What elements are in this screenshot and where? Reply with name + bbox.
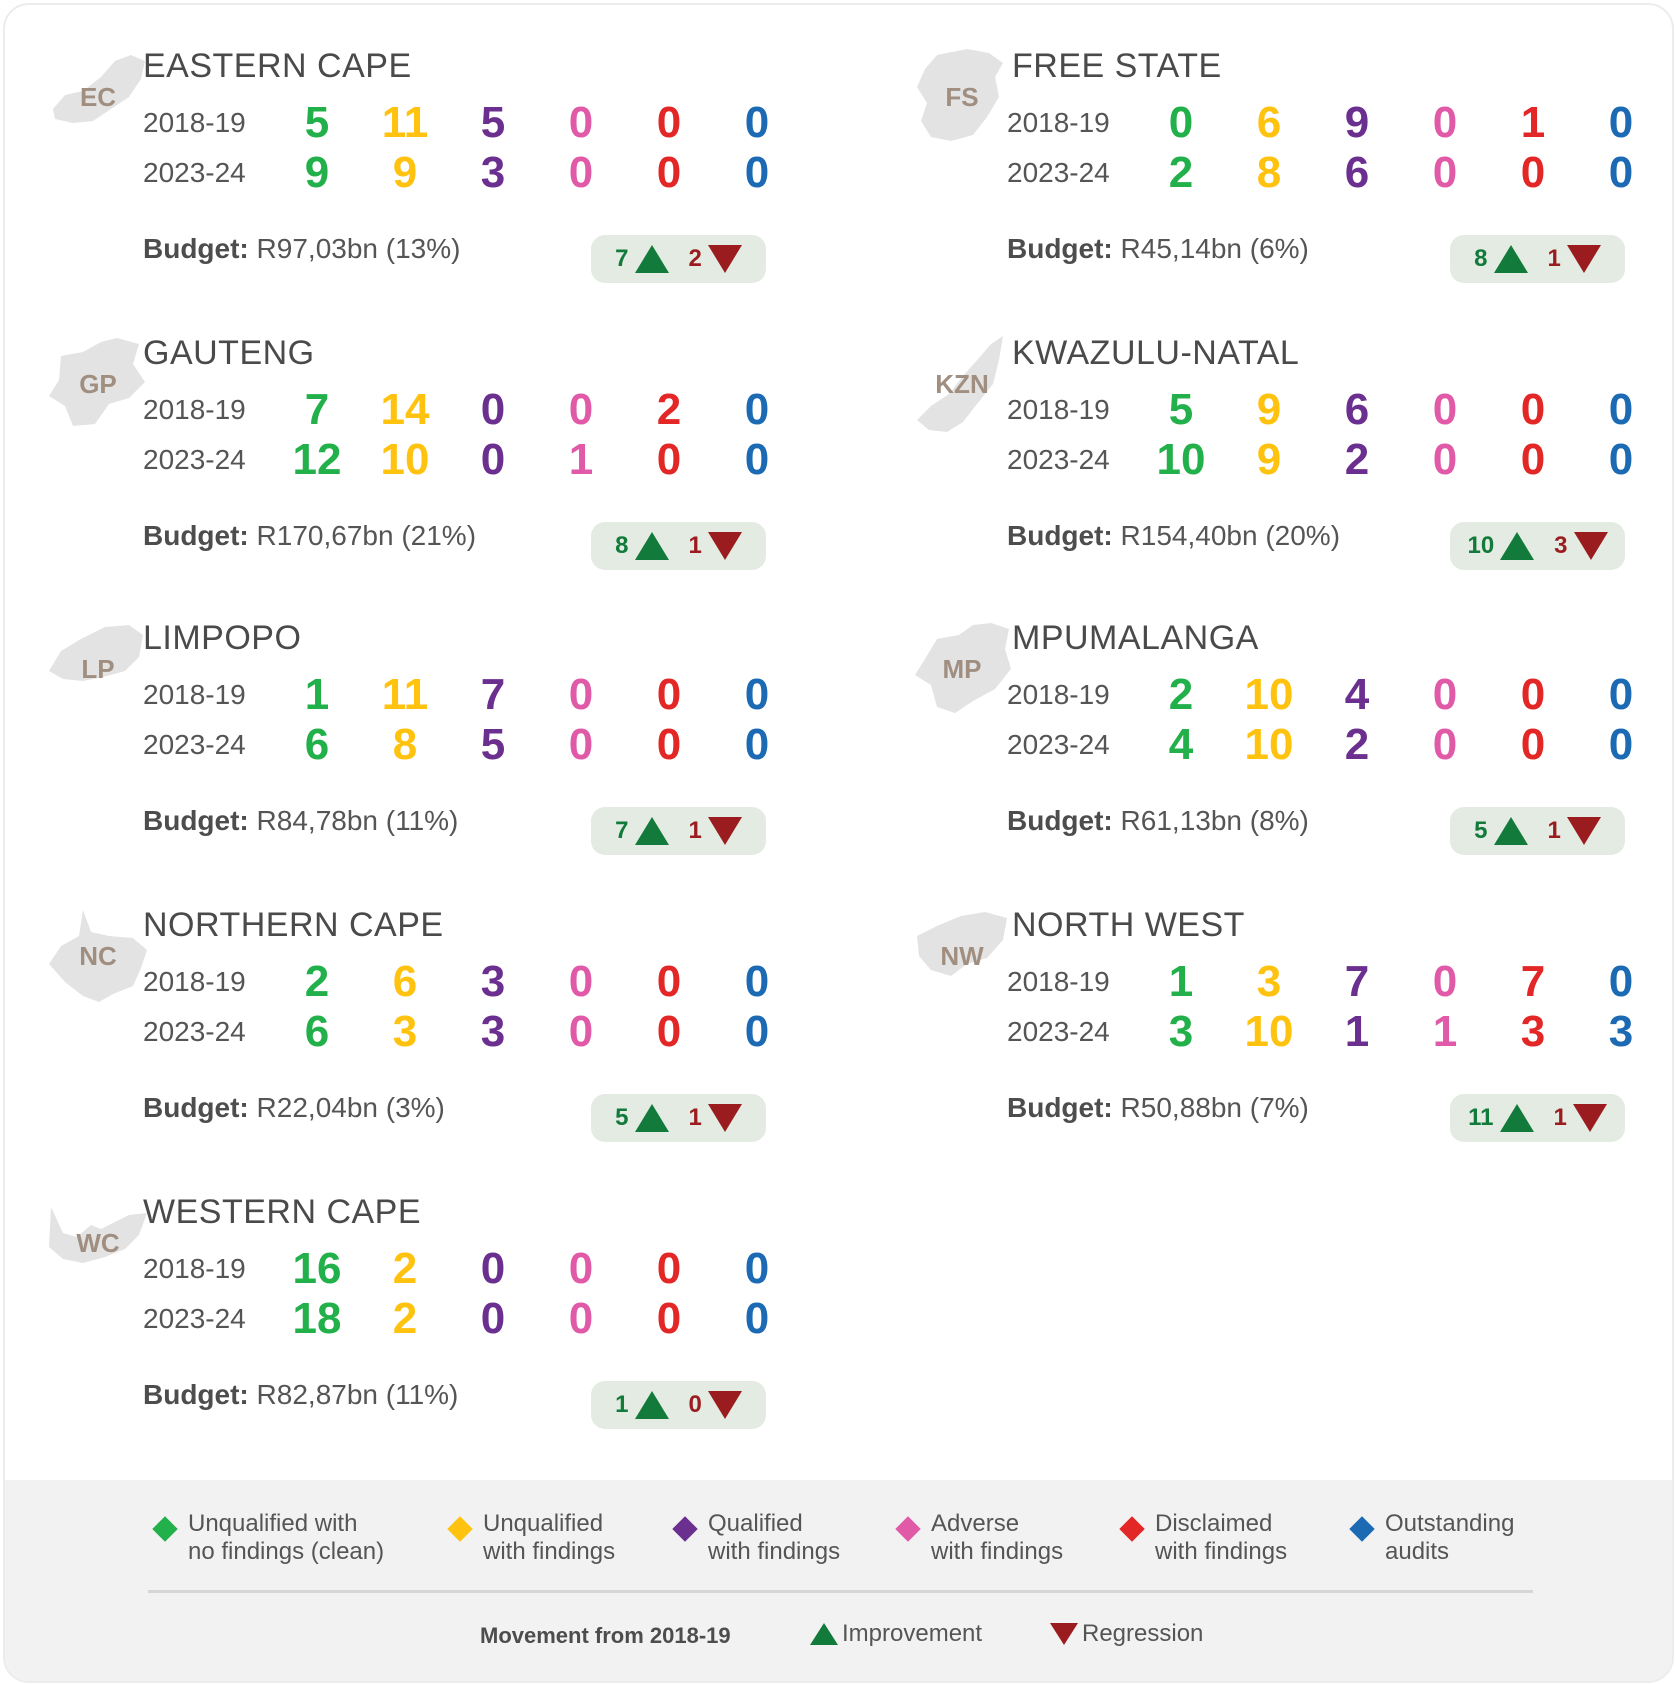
year-label: 2018-19 bbox=[143, 107, 246, 138]
legend-item bbox=[670, 1510, 840, 1566]
triangle-down-icon bbox=[1567, 245, 1601, 273]
audit-count: 2 bbox=[1168, 670, 1194, 719]
audit-count: 3 bbox=[480, 957, 506, 1006]
audit-count: 0 bbox=[656, 148, 682, 197]
audit-count: 3 bbox=[1168, 1007, 1194, 1056]
audit-count: 0 bbox=[1520, 148, 1546, 197]
audit-count: 18 bbox=[292, 1294, 342, 1343]
triangle-up-icon bbox=[1494, 245, 1528, 273]
province-card bbox=[907, 334, 1674, 594]
province-name: EASTERN CAPE bbox=[143, 47, 412, 85]
triangle-down-icon bbox=[708, 817, 742, 845]
movement-pill bbox=[1450, 1094, 1625, 1142]
province-code: FS bbox=[945, 81, 979, 112]
budget-line bbox=[1007, 233, 1309, 265]
province-code: GP bbox=[79, 368, 117, 399]
audit-count: 6 bbox=[304, 1007, 330, 1056]
audit-count: 11 bbox=[381, 670, 429, 719]
audit-count: 6 bbox=[1256, 98, 1282, 147]
audit-count: 0 bbox=[480, 435, 506, 484]
regression-count: 1 bbox=[688, 1104, 702, 1131]
audit-count: 8 bbox=[392, 720, 418, 769]
audit-count: 3 bbox=[392, 1007, 418, 1056]
audit-count: 0 bbox=[1608, 148, 1634, 197]
audit-count: 5 bbox=[480, 98, 506, 147]
province-name: NORTH WEST bbox=[1012, 906, 1245, 944]
audit-count: 0 bbox=[1432, 720, 1458, 769]
movement-pill bbox=[591, 1381, 766, 1429]
audit-count: 0 bbox=[568, 385, 594, 434]
year-row bbox=[1007, 434, 1665, 486]
audit-count: 16 bbox=[292, 1244, 342, 1293]
year-row bbox=[1007, 384, 1665, 436]
legend-text bbox=[1155, 1510, 1287, 1566]
budget-label: Budget: bbox=[1007, 1092, 1113, 1123]
legend-line-2: no findings (clean) bbox=[188, 1538, 385, 1565]
budget-value: R22,04bn (3%) bbox=[256, 1092, 445, 1123]
audit-count: 1 bbox=[568, 435, 594, 484]
budget-value: R50,88bn (7%) bbox=[1120, 1092, 1309, 1123]
budget-label: Budget: bbox=[143, 1092, 249, 1123]
improvement-count: 8 bbox=[1474, 245, 1488, 272]
year-row bbox=[143, 1293, 801, 1345]
triangle-up-icon bbox=[810, 1623, 838, 1645]
audit-count: 0 bbox=[744, 435, 770, 484]
triangle-down-icon bbox=[1050, 1623, 1078, 1645]
legend-line-2: with findings bbox=[931, 1538, 1064, 1565]
audit-count: 0 bbox=[656, 720, 682, 769]
audit-count: 0 bbox=[1520, 670, 1546, 719]
legend-text bbox=[931, 1510, 1063, 1566]
year-row bbox=[1007, 147, 1665, 199]
audit-count: 0 bbox=[744, 98, 770, 147]
legend-line-2: with findings bbox=[483, 1538, 616, 1565]
audit-count: 8 bbox=[1256, 148, 1282, 197]
audit-count: 0 bbox=[568, 98, 594, 147]
province-map-icon bbox=[43, 1193, 153, 1293]
year-label: 2018-19 bbox=[1007, 394, 1110, 425]
year-label: 2018-19 bbox=[1007, 679, 1110, 710]
year-row bbox=[1007, 669, 1665, 721]
triangle-up-icon bbox=[635, 532, 669, 560]
year-label: 2023-24 bbox=[1007, 1016, 1110, 1047]
province-name: LIMPOPO bbox=[143, 619, 302, 657]
audit-count: 0 bbox=[1432, 957, 1458, 1006]
audit-count: 7 bbox=[480, 670, 506, 719]
movement-pill bbox=[1450, 235, 1625, 283]
legend-line-1: Unqualified with bbox=[188, 1510, 358, 1537]
legend-line-1: Outstanding bbox=[1385, 1510, 1515, 1537]
province-map-icon bbox=[907, 47, 1017, 147]
legend-divider bbox=[148, 1590, 1533, 1593]
year-label: 2023-24 bbox=[143, 444, 246, 475]
audit-count: 0 bbox=[1168, 98, 1194, 147]
audit-count: 1 bbox=[1168, 957, 1194, 1006]
year-label: 2023-24 bbox=[143, 1303, 246, 1334]
year-row bbox=[143, 956, 801, 1008]
budget-value: R170,67bn (21%) bbox=[256, 520, 477, 551]
audit-count: 0 bbox=[1432, 670, 1458, 719]
improvement-count: 11 bbox=[1468, 1104, 1494, 1131]
regression-count: 0 bbox=[688, 1391, 702, 1418]
budget-line bbox=[143, 805, 458, 837]
triangle-up-icon bbox=[635, 817, 669, 845]
triangle-down-icon bbox=[1574, 532, 1608, 560]
audit-count: 6 bbox=[1344, 148, 1370, 197]
province-code: NW bbox=[940, 940, 984, 971]
province-code: LP bbox=[81, 653, 115, 684]
audit-count: 0 bbox=[568, 1244, 594, 1293]
audit-count: 3 bbox=[1608, 1007, 1634, 1056]
audit-count: 0 bbox=[744, 148, 770, 197]
audit-count: 2 bbox=[392, 1244, 418, 1293]
province-name: NORTHERN CAPE bbox=[143, 906, 444, 944]
budget-value: R84,78bn (11%) bbox=[256, 805, 459, 836]
budget-line bbox=[143, 520, 476, 552]
budget-value: R97,03bn (13%) bbox=[256, 233, 461, 264]
audit-count: 0 bbox=[1432, 148, 1458, 197]
audit-count: 10 bbox=[1156, 435, 1206, 484]
regression-count: 1 bbox=[688, 817, 702, 844]
audit-count: 0 bbox=[1608, 435, 1634, 484]
improvement-count: 5 bbox=[615, 1104, 629, 1131]
audit-count: 5 bbox=[1168, 385, 1194, 434]
regression-count: 1 bbox=[1553, 1104, 1567, 1131]
improvement-count: 8 bbox=[615, 532, 629, 559]
audit-count: 2 bbox=[1344, 720, 1370, 769]
audit-count: 0 bbox=[568, 1007, 594, 1056]
audit-count: 9 bbox=[304, 148, 330, 197]
diamond-icon bbox=[1349, 1516, 1374, 1541]
year-label: 2018-19 bbox=[1007, 966, 1110, 997]
regression-count: 1 bbox=[1547, 245, 1561, 272]
province-name: FREE STATE bbox=[1012, 47, 1222, 85]
province-map-icon bbox=[43, 47, 153, 147]
province-card bbox=[907, 47, 1674, 307]
audit-count: 0 bbox=[480, 1244, 506, 1293]
year-row bbox=[143, 1006, 801, 1058]
year-row bbox=[143, 434, 801, 486]
province-card bbox=[43, 1193, 823, 1453]
audit-count: 2 bbox=[304, 957, 330, 1006]
audit-count: 7 bbox=[1344, 957, 1370, 1006]
improvement-count: 10 bbox=[1467, 532, 1495, 559]
budget-line bbox=[1007, 805, 1309, 837]
movement-pill bbox=[1450, 522, 1625, 570]
audit-count: 0 bbox=[1608, 957, 1634, 1006]
year-label: 2023-24 bbox=[143, 157, 246, 188]
province-map-icon bbox=[43, 334, 153, 434]
audit-count: 6 bbox=[392, 957, 418, 1006]
budget-line bbox=[143, 1092, 445, 1124]
audit-count: 0 bbox=[1520, 435, 1546, 484]
movement-pill bbox=[1450, 807, 1625, 855]
audit-count: 0 bbox=[656, 1294, 682, 1343]
audit-count: 6 bbox=[1344, 385, 1370, 434]
year-row bbox=[143, 719, 801, 771]
province-code: WC bbox=[76, 1227, 120, 1258]
regression-count: 1 bbox=[1547, 817, 1561, 844]
audit-count: 12 bbox=[292, 435, 342, 484]
audit-count: 0 bbox=[744, 1244, 770, 1293]
audit-count: 7 bbox=[304, 385, 330, 434]
audit-count: 3 bbox=[1256, 957, 1282, 1006]
audit-count: 0 bbox=[1608, 98, 1634, 147]
audit-count: 3 bbox=[1520, 1007, 1546, 1056]
triangle-up-icon bbox=[1500, 1104, 1534, 1132]
budget-label: Budget: bbox=[143, 805, 249, 836]
audit-count: 2 bbox=[1168, 148, 1194, 197]
province-card bbox=[43, 906, 823, 1166]
legend-text bbox=[1385, 1510, 1514, 1566]
audit-count: 0 bbox=[568, 957, 594, 1006]
audit-count: 0 bbox=[568, 148, 594, 197]
audit-count: 5 bbox=[480, 720, 506, 769]
legend-text bbox=[483, 1510, 615, 1566]
year-label: 2018-19 bbox=[143, 1253, 246, 1284]
budget-line bbox=[1007, 520, 1340, 552]
budget-line bbox=[1007, 1092, 1309, 1124]
legend-item bbox=[1117, 1510, 1287, 1566]
province-map-icon bbox=[907, 619, 1017, 719]
year-row bbox=[143, 147, 801, 199]
audit-count: 9 bbox=[1256, 385, 1282, 434]
year-row bbox=[1007, 97, 1665, 149]
audit-count: 0 bbox=[1432, 435, 1458, 484]
movement-pill bbox=[591, 522, 766, 570]
audit-count: 0 bbox=[480, 385, 506, 434]
budget-value: R45,14bn (6%) bbox=[1120, 233, 1309, 264]
regression-count: 3 bbox=[1554, 532, 1568, 559]
audit-count: 9 bbox=[392, 148, 418, 197]
triangle-down-icon bbox=[708, 1104, 742, 1132]
audit-count: 0 bbox=[656, 1244, 682, 1293]
audit-count: 0 bbox=[744, 670, 770, 719]
audit-count: 10 bbox=[1244, 670, 1294, 719]
audit-count: 0 bbox=[656, 1007, 682, 1056]
audit-count: 0 bbox=[1520, 385, 1546, 434]
audit-count: 0 bbox=[1520, 720, 1546, 769]
diamond-icon bbox=[672, 1516, 697, 1541]
audit-count: 10 bbox=[380, 435, 430, 484]
audit-count: 0 bbox=[1608, 385, 1634, 434]
triangle-up-icon bbox=[635, 1104, 669, 1132]
triangle-down-icon bbox=[1573, 1104, 1607, 1132]
infographic-frame bbox=[3, 3, 1674, 1683]
year-label: 2018-19 bbox=[143, 679, 246, 710]
year-row bbox=[143, 669, 801, 721]
legend-line-1: Disclaimed bbox=[1155, 1510, 1273, 1537]
improvement-count: 7 bbox=[615, 817, 629, 844]
audit-count: 0 bbox=[1432, 98, 1458, 147]
budget-label: Budget: bbox=[143, 233, 249, 264]
province-map-icon bbox=[43, 906, 153, 1006]
audit-count: 0 bbox=[744, 957, 770, 1006]
diamond-icon bbox=[152, 1516, 177, 1541]
audit-count: 0 bbox=[744, 1007, 770, 1056]
triangle-up-icon bbox=[635, 1391, 669, 1419]
legend-item bbox=[150, 1510, 384, 1566]
audit-count: 1 bbox=[1432, 1007, 1458, 1056]
year-label: 2018-19 bbox=[1007, 107, 1110, 138]
audit-count: 1 bbox=[1520, 98, 1546, 147]
triangle-up-icon bbox=[635, 245, 669, 273]
improvement-count: 5 bbox=[1474, 817, 1488, 844]
province-name: WESTERN CAPE bbox=[143, 1193, 422, 1231]
audit-count: 0 bbox=[744, 720, 770, 769]
year-label: 2023-24 bbox=[143, 1016, 246, 1047]
legend-line-1: Adverse bbox=[931, 1510, 1020, 1537]
diamond-icon bbox=[1119, 1516, 1144, 1541]
regression-count: 1 bbox=[688, 532, 702, 559]
year-row bbox=[143, 384, 801, 436]
audit-count: 0 bbox=[744, 385, 770, 434]
budget-label: Budget: bbox=[143, 1379, 249, 1410]
budget-value: R61,13bn (8%) bbox=[1120, 805, 1309, 836]
audit-count: 0 bbox=[656, 957, 682, 1006]
audit-count: 4 bbox=[1168, 720, 1194, 769]
audit-count: 0 bbox=[656, 435, 682, 484]
year-label: 2018-19 bbox=[143, 966, 246, 997]
legend-line-2: audits bbox=[1385, 1538, 1450, 1565]
improvement-count: 1 bbox=[615, 1391, 629, 1418]
province-code: MP bbox=[942, 653, 982, 684]
audit-count: 3 bbox=[480, 1007, 506, 1056]
triangle-up-icon bbox=[1500, 532, 1534, 560]
audit-count: 0 bbox=[568, 670, 594, 719]
improvement-label: Improvement bbox=[842, 1620, 983, 1647]
triangle-up-icon bbox=[1494, 817, 1528, 845]
legend-item bbox=[445, 1510, 615, 1566]
regression-legend bbox=[1050, 1620, 1203, 1648]
budget-label: Budget: bbox=[1007, 520, 1113, 551]
budget-label: Budget: bbox=[1007, 805, 1113, 836]
audit-count: 9 bbox=[1344, 98, 1370, 147]
audit-count: 4 bbox=[1344, 670, 1370, 719]
triangle-down-icon bbox=[1567, 817, 1601, 845]
province-code: NC bbox=[79, 940, 117, 971]
province-map-icon bbox=[907, 906, 1017, 1006]
year-label: 2023-24 bbox=[1007, 729, 1110, 760]
audit-count: 6 bbox=[304, 720, 330, 769]
audit-count: 9 bbox=[1256, 435, 1282, 484]
legend-line-2: with findings bbox=[1155, 1538, 1288, 1565]
legend-item bbox=[893, 1510, 1063, 1566]
legend-line-1: Unqualified bbox=[483, 1510, 604, 1537]
audit-count: 2 bbox=[1344, 435, 1370, 484]
audit-count: 0 bbox=[568, 1294, 594, 1343]
year-row bbox=[1007, 719, 1665, 771]
year-row bbox=[1007, 1006, 1665, 1058]
movement-title: Movement from 2018-19 bbox=[480, 1623, 731, 1648]
legend-panel bbox=[5, 1480, 1672, 1683]
province-map-icon bbox=[43, 619, 153, 719]
triangle-down-icon bbox=[708, 532, 742, 560]
audit-count: 3 bbox=[480, 148, 506, 197]
province-card bbox=[43, 619, 823, 879]
year-row bbox=[1007, 956, 1665, 1008]
audit-count: 1 bbox=[304, 670, 330, 719]
province-name: MPUMALANGA bbox=[1012, 619, 1259, 657]
regression-count: 2 bbox=[688, 245, 702, 272]
province-card bbox=[43, 47, 823, 307]
regression-label: Regression bbox=[1082, 1620, 1204, 1647]
budget-label: Budget: bbox=[143, 520, 249, 551]
budget-line bbox=[143, 1379, 458, 1411]
triangle-down-icon bbox=[708, 245, 742, 273]
legend-line-2: with findings bbox=[708, 1538, 841, 1565]
audit-count: 1 bbox=[1344, 1007, 1370, 1056]
budget-line bbox=[143, 233, 460, 265]
province-card bbox=[43, 334, 823, 594]
budget-value: R154,40bn (20%) bbox=[1120, 520, 1341, 551]
year-label: 2023-24 bbox=[1007, 157, 1110, 188]
audit-count: 2 bbox=[656, 385, 682, 434]
year-row bbox=[143, 1243, 801, 1295]
legend-text bbox=[188, 1510, 384, 1566]
legend-item bbox=[1347, 1510, 1514, 1566]
budget-label: Budget: bbox=[1007, 233, 1113, 264]
audit-count: 14 bbox=[380, 385, 430, 434]
audit-count: 0 bbox=[1432, 385, 1458, 434]
province-code: EC bbox=[79, 81, 117, 112]
year-label: 2023-24 bbox=[143, 729, 246, 760]
audit-count: 0 bbox=[480, 1294, 506, 1343]
audit-count: 10 bbox=[1244, 720, 1294, 769]
year-label: 2023-24 bbox=[1007, 444, 1110, 475]
audit-count: 2 bbox=[392, 1294, 418, 1343]
legend-text bbox=[708, 1510, 840, 1566]
province-card bbox=[907, 619, 1674, 879]
province-code: KZN bbox=[935, 368, 989, 399]
audit-count: 0 bbox=[568, 720, 594, 769]
legend-line-1: Qualified bbox=[708, 1510, 803, 1537]
diamond-icon bbox=[447, 1516, 472, 1541]
province-card bbox=[907, 906, 1674, 1166]
audit-count: 0 bbox=[744, 1294, 770, 1343]
province-name: KWAZULU-NATAL bbox=[1012, 334, 1300, 372]
province-name: GAUTENG bbox=[143, 334, 315, 372]
triangle-down-icon bbox=[708, 1391, 742, 1419]
improvement-count: 7 bbox=[615, 245, 629, 272]
audit-count: 7 bbox=[1520, 957, 1546, 1006]
budget-value: R82,87bn (11%) bbox=[256, 1379, 459, 1410]
audit-count: 0 bbox=[656, 98, 682, 147]
improvement-legend bbox=[810, 1620, 982, 1648]
audit-count: 10 bbox=[1244, 1007, 1294, 1056]
movement-pill bbox=[591, 1094, 766, 1142]
audit-count: 0 bbox=[656, 670, 682, 719]
province-map-icon bbox=[907, 334, 1017, 434]
movement-pill bbox=[591, 235, 766, 283]
audit-count: 0 bbox=[1608, 670, 1634, 719]
audit-count: 0 bbox=[1608, 720, 1634, 769]
diamond-icon bbox=[895, 1516, 920, 1541]
year-row bbox=[143, 97, 801, 149]
audit-count: 5 bbox=[304, 98, 330, 147]
audit-count: 11 bbox=[381, 98, 429, 147]
year-label: 2018-19 bbox=[143, 394, 246, 425]
movement-pill bbox=[591, 807, 766, 855]
